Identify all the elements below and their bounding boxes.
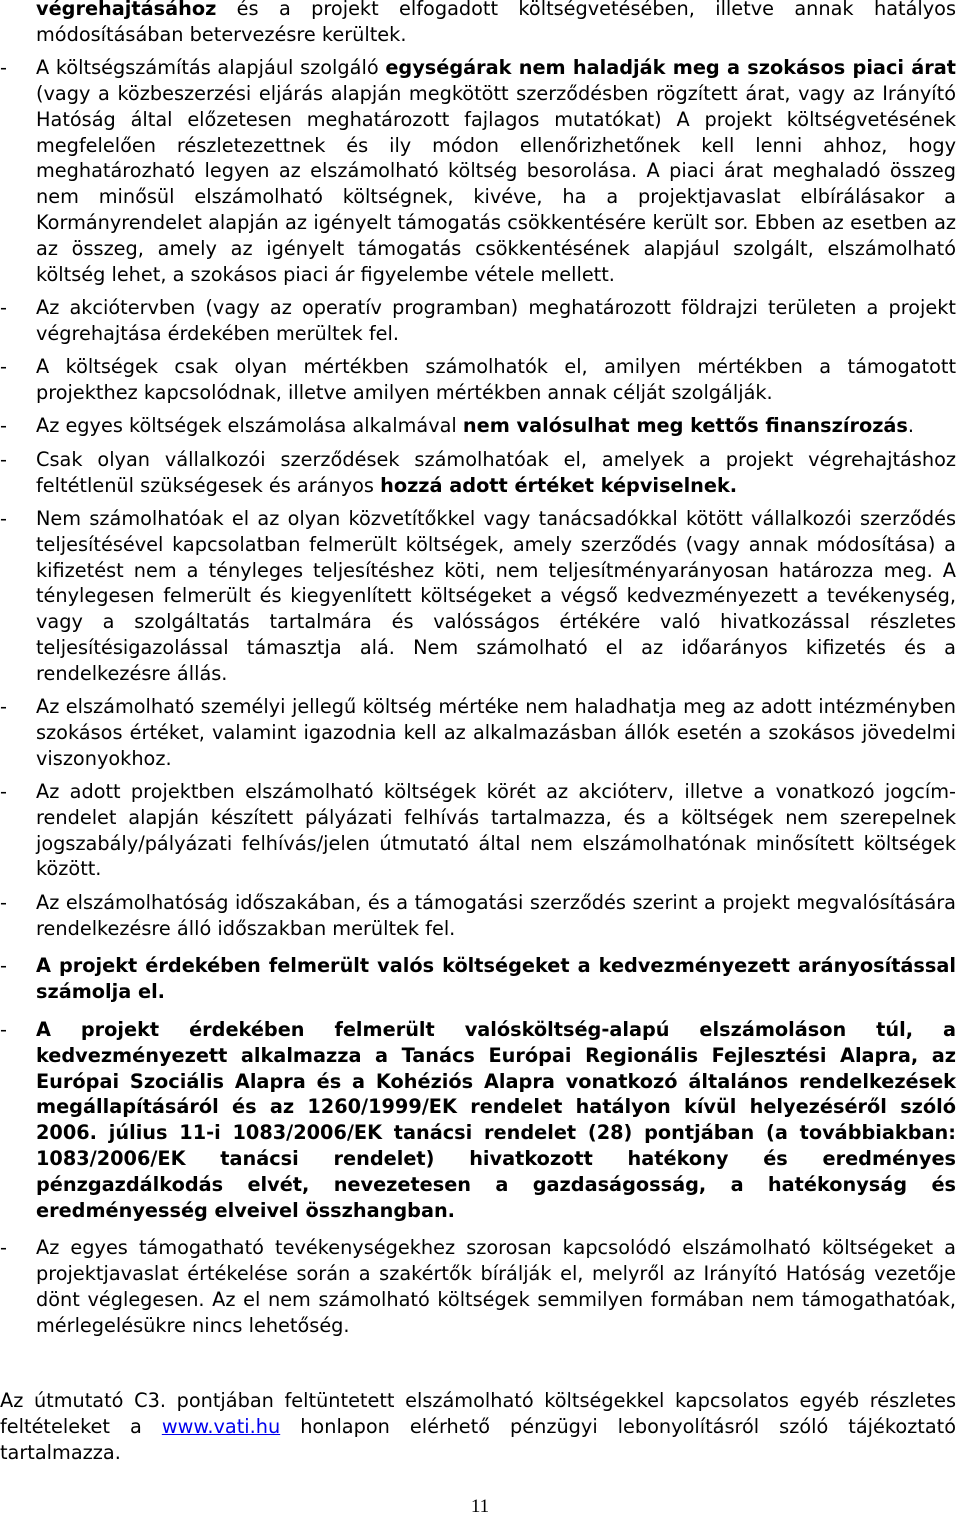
- list-item: [0, 779, 960, 882]
- list-bullet-dash: -: [0, 954, 7, 978]
- list-item-text: (vagy a közbeszerzési eljárás alapján megkötött szerződésben rögzített árat, vagy az Irányító Hatóság által előzetesen meghatározott fajlagos mutatókat) A projekt költségvetésének megfelelően részletezettnek és ily módon ellenőrizhetőnek kell lenni ahhoz, hogy meghatározható legyen az elszámolható költség besorolása. A piaci árat meghaladó összeg nem minősül elszámolható költségnek, kivéve, ha a projektjavaslat elbírálásakor a Kormányrendelet alapján az igényelt támogatás csökkentésére került sor. Ebben az esetben az az összeg, amely az igényelt támogatás csökkentésének alapjául szolgált, elszámolható költség lehet, a szokásos piaci ár figyelembe vétele mellett.: [36, 81, 956, 286]
- closing-text-end: honlapon elérhető pénzügyi lebonyolításról szóló tájékoztató tartalmazza.: [0, 1414, 957, 1464]
- list-bullet-dash: -: [0, 506, 7, 530]
- list-item: [0, 413, 960, 439]
- list-item: [0, 694, 960, 771]
- closing-text-start: Az útmutató C3. pontjában feltüntetett elszámolható költségekkel kapcsolatos egyéb részletes feltételeket a: [0, 1389, 956, 1438]
- list-item-text: Az egyes támogatható tevékenységekhez szorosan kapcsolódó elszámolható költségeket a projektjavaslat értékelése során a szakértők bírálják el, melyről az Irányító Hatóság vezetője dönt véglegesen. Az el nem számolható költségek semmilyen formában nem támogathatóak, mérlegelésükre nincs lehetőség.: [36, 1236, 956, 1337]
- list-item: [0, 354, 960, 406]
- list-item-text: Az elszámolható személyi jellegű költség mértéke nem haladhatja meg az adott intézményben szokásos értéket, valamint igazodnia kell az alkalmazásban állók esetén a szokásos jövedelmi viszonyokhoz.: [36, 695, 956, 770]
- list-item-text: A költségszámítás alapjául szolgáló: [36, 56, 386, 80]
- list-item: [0, 890, 960, 942]
- list-bullet-dash: -: [0, 780, 7, 804]
- page-number: 11: [470, 1496, 490, 1517]
- lead-bold-text: végrehajtásához: [36, 0, 217, 20]
- list-item-bold-text: egységárak nem haladják meg a szokásos piaci árat: [385, 56, 957, 80]
- lead-text: és a projekt elfogadott költségvetésében, illetve annak hatályos módosításában betervezésre kerültek.: [36, 0, 956, 46]
- list-bullet-dash: -: [0, 414, 7, 438]
- list-bullet-dash: -: [0, 56, 7, 80]
- list-bullet-dash: -: [0, 447, 7, 471]
- list-item: [0, 1017, 960, 1223]
- list-item: [0, 447, 960, 499]
- list-item-bold-text: A projekt érdekében felmerült valósköltség-alapú elszámoláson túl, a kedvezményezett alkalmazza a Tanács Európai Regionális Fejlesztési Alapra, az Európai Szociális Alapra és a Kohéziós Alapra vonatkozó általános rendelkezések megállapításáról és az 1260/1999/EK rendelet hatályon kívül helyezéséről szóló 2006. július 11-i 1083/2006/EK tanácsi rendelet (28) pontjában (a továbbiakban: 1083/2006/EK tanácsi rendelet) hivatkozott hatékony és eredményes pénzgazdálkodás elvét, nevezetesen a gazdaságosság, a hatékonyság és eredményesség elveivel összhangban.: [36, 1018, 956, 1222]
- closing-paragraph: [0, 1388, 956, 1465]
- list-item-bold-text: nem valósulhat meg kettős finanszírozás: [462, 414, 908, 438]
- list-item-text: Nem számolhatóak el az olyan közvetítőkkel vagy tanácsadókkal kötött vállalkozói szerződés teljesítésével kapcsolatban felmerült költségek, amely szerződés (vagy annak módosítása) a kifizetést nem a tényleges teljesítéshez köti, nem teljesítményarányosan határozza meg. A ténylegesen felmerült és kiegyenlített költségeket a végső kedvezményezett a tevékenység, vagy a szolgáltatás tartalmára és valósságos értékére való hivatkozással részletes teljesítésigazolással támasztja alá. Nem számolható el az időarányos kifizetés és a rendelkezésre állás.: [36, 506, 956, 685]
- list-item-bold-text: hozzá adott értéket képviselnek.: [380, 473, 738, 497]
- list-item-text: Az elszámolhatóság időszakában, és a támogatási szerződés szerint a projekt megvalósítására rendelkezésre álló időszakban merültek fel.: [36, 890, 956, 940]
- list-item-text: A költségek csak olyan mértékben számolhatók el, amilyen mértékben a támogatott projekthez kapcsolódnak, illetve amilyen mértékben annak célját szolgálják.: [36, 355, 956, 404]
- list-bullet-dash: -: [0, 1018, 7, 1042]
- continued-paragraph: [0, 0, 960, 48]
- list-item-text: Az egyes költségek elszámolása alkalmával: [36, 414, 463, 438]
- requirements-list: [0, 55, 960, 1338]
- vati-link[interactable]: www.vati.hu: [161, 1414, 281, 1438]
- list-bullet-dash: -: [0, 295, 7, 319]
- list-item: [0, 55, 960, 287]
- list-item: [0, 1235, 960, 1338]
- list-bullet-dash: -: [0, 1236, 7, 1260]
- list-item-text: .: [907, 414, 915, 438]
- list-item: [0, 506, 960, 687]
- list-item-text: Csak olyan vállalkozói szerződések számolhatóak el, amelyek a projekt végrehajtáshoz feltétlenül szükségesek és arányos: [36, 447, 956, 497]
- list-item-bold-text: A projekt érdekében felmerült valós költségeket a kedvezményezett arányosítással számolja el.: [36, 954, 956, 1004]
- list-bullet-dash: -: [0, 355, 7, 379]
- list-bullet-dash: -: [0, 695, 7, 719]
- list-item-text: Az adott projektben elszámolható költségek körét az akcióterv, illetve a vonatkozó jogcím-rendelet alapján készített pályázati felhívás tartalmazza, és a költségek nem szerepelnek jogszabály/pályázati felhívás/jelen útmutató által nem elszámolhatónak minősített költségek között.: [36, 780, 956, 881]
- list-item: [0, 295, 960, 347]
- list-item-text: Az akciótervben (vagy az operatív programban) meghatározott földrajzi területen a projekt végrehajtása érdekében merültek fel.: [36, 295, 956, 345]
- list-bullet-dash: -: [0, 890, 7, 914]
- list-item: [0, 953, 960, 1005]
